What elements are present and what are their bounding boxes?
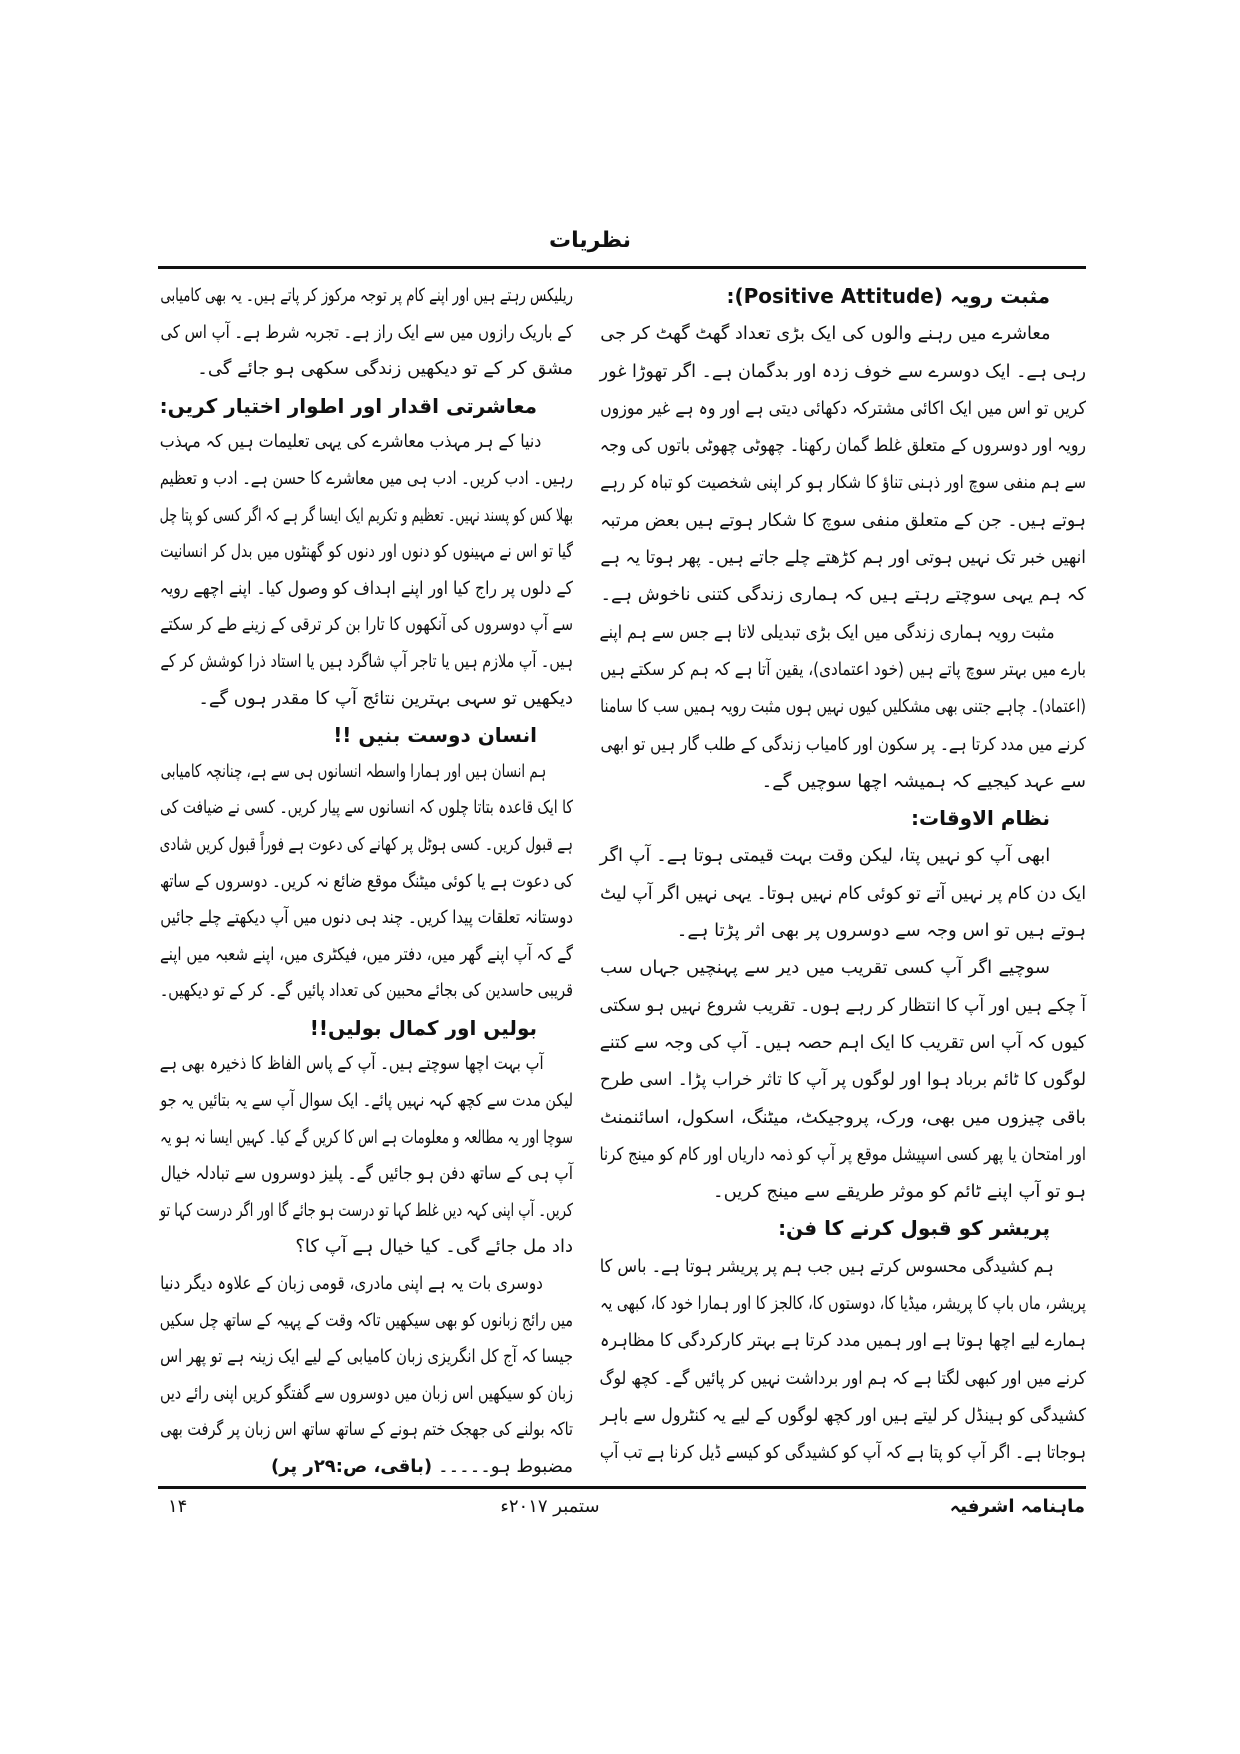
line-text: بولیں اور کمال بولیں!! xyxy=(309,1015,537,1040)
text-line xyxy=(600,576,1086,613)
line-text: رویہ اور دوسروں کے متعلق غلط گمان رکھنا۔ چھوٹی چھوٹی باتوں کی وجہ xyxy=(599,435,1086,457)
text-line xyxy=(599,1136,1086,1173)
line-text: ہے قبول کریں۔ کسی ہوٹل پر کھانے کی دعوت ہے فوراً قبول کریں شادی xyxy=(159,833,573,855)
text-line xyxy=(600,949,1086,986)
text-line xyxy=(599,614,1086,651)
line-text: رہیں۔ ادب کریں۔ ادب ہی میں معاشرے کا حسن ہے۔ ادب و تعظیم xyxy=(159,467,573,489)
line-text: جیسا کہ آج کل انگریزی زبان کامیابی کے لیے ایک زینہ ہے تو پھر اس xyxy=(160,1346,573,1368)
magazine-name: ماہنامہ اشرفیہ xyxy=(949,1496,1085,1517)
text-line xyxy=(159,1376,573,1413)
line-text: کشیدگی کو ہینڈل کر لیتے ہیں اور کچھ لوگوں کے لیے یہ کنٹرول سے باہر xyxy=(600,1404,1086,1426)
line-text: سوچا اور یہ مطالعہ و معلومات ہے اس کا کریں گے کیا۔ کہیں ایسا نہ ہو یہ xyxy=(160,1126,573,1148)
line-text: کے باریک رازوں میں سے ایک راز ہے۔ تجربہ شرط ہے۔ آپ اس کی xyxy=(160,321,573,343)
line-text: ہیں۔ آپ ملازم ہیں یا تاجر آپ شاگرد ہیں یا استاد ذرا کوشش کر کے xyxy=(160,650,573,672)
text-line xyxy=(160,1229,573,1266)
continuation-reference: (باقی، ص:۲۹ر پر) xyxy=(271,1456,433,1477)
line-text: آپ ہی کے ساتھ دفن ہو جائیں گے۔ پلیز دوسروں سے تبادلہ خیال xyxy=(160,1163,573,1185)
text-line xyxy=(159,937,573,974)
text-line xyxy=(599,837,1086,874)
text-line xyxy=(160,607,573,644)
line-text: گیا تو اس نے مہینوں کو دنوں اور دنوں کو گھنٹوں میں بدل کر انسانیت xyxy=(160,541,573,563)
text-line xyxy=(600,1397,1086,1434)
line-text: مشق کر کے تو دیکھیں زندگی سکھی ہو جائے گی۔ xyxy=(197,358,573,380)
line-text: پریشر کو قبول کرنے کا فن: xyxy=(778,1216,1050,1241)
issue-date: ستمبر ۲۰۱۷ء xyxy=(500,1496,600,1517)
text-line xyxy=(599,1434,1086,1471)
text-line xyxy=(600,726,1086,763)
text-line xyxy=(599,1024,1086,1061)
text-line xyxy=(599,1248,1086,1285)
line-text: مثبت رویہ ہماری زندگی میں ایک بڑی تبدیلی لاتا ہے جس سے ہم اپنے xyxy=(599,621,1055,643)
text-line xyxy=(600,390,1086,427)
line-text: کا ایک قاعدہ بتاتا چلوں کہ انسانوں سے پیار کریں۔ کسی نے ضیافت کی xyxy=(160,797,573,819)
line-text: ہم انسان ہیں اور ہمارا واسطہ انسانوں ہی سے ہے، چنانچہ کامیابی xyxy=(160,760,547,782)
text-line xyxy=(159,827,573,864)
line-text: مضبوط ہو۔۔۔۔۔ xyxy=(438,1456,573,1477)
section-heading xyxy=(160,717,573,754)
line-text: دوستانہ تعلقات پیدا کریں۔ چند ہی دنوں میں آپ دیکھتے چلے جائیں xyxy=(160,907,573,929)
text-line xyxy=(159,424,573,461)
text-line xyxy=(600,651,1086,688)
line-text: ابھی آپ کو نہیں پتا، لیکن وقت بہت قیمتی ہوتا ہے۔ آپ اگر xyxy=(599,845,1051,867)
text-line xyxy=(160,278,573,315)
text-line xyxy=(160,1156,573,1193)
line-text: رہی ہے۔ ایک دوسرے سے خوف زدہ اور بدگمان ہے۔ اگر تھوڑا غور xyxy=(599,360,1086,382)
text-line xyxy=(600,688,1086,725)
text-line xyxy=(159,1046,573,1083)
text-line xyxy=(160,790,573,827)
line-text: کے دلوں پر راج کیا اور اپنے اہداف کو وصول کیا۔ اپنے اچھے رویہ xyxy=(159,577,573,599)
text-line xyxy=(159,1193,573,1230)
line-text: نظام الاوقات: xyxy=(910,806,1050,831)
line-text: ہوجاتا ہے۔ اگر آپ کو پتا ہے کہ آپ کو کشیدگی کو کیسے ڈیل کرنا ہے تب آپ xyxy=(599,1442,1086,1464)
text-line xyxy=(599,1061,1086,1098)
section-title: نظریات xyxy=(548,228,631,253)
text-line xyxy=(160,900,573,937)
text-line xyxy=(159,973,573,1010)
section-heading xyxy=(160,388,573,425)
section-heading xyxy=(600,800,1086,837)
line-text: کیوں کہ آپ اس تقریب کا ایک اہم حصہ ہیں۔ آپ کی وجہ سے کتنے xyxy=(599,1031,1086,1053)
text-line xyxy=(160,1339,573,1376)
text-line xyxy=(600,1099,1086,1136)
text-line xyxy=(160,1266,573,1303)
text-line xyxy=(160,754,573,791)
line-text: مثبت رویہ (Positive Attitude): xyxy=(726,284,1050,308)
line-text: ہم کشیدگی محسوس کرتے ہیں جب ہم پر پریشر ہوتا ہے۔ باس کا xyxy=(599,1255,1054,1277)
text-line xyxy=(599,427,1086,464)
text-line xyxy=(599,987,1086,1024)
text-line xyxy=(160,681,573,718)
footer-rule xyxy=(158,1486,1086,1489)
text-line xyxy=(160,351,573,388)
line-text: کہ ہم یہی سوچتے رہتے ہیں کہ ہماری زندگی کتنی ناخوش ہے۔ xyxy=(600,584,1086,606)
line-text: انھیں خبر تک نہیں ہوتی اور ہم کڑھتے چلے جاتے ہیں۔ پھر ہوتا یہ ہے xyxy=(600,547,1086,569)
line-text: ہوتے ہیں۔ جن کے متعلق منفی سوچ کا شکار ہوتے ہیں بعض مرتبہ xyxy=(600,509,1086,531)
line-text: زبان کو سیکھیں اس زبان میں دوسروں سے گفتگو کریں اپنی رائے دیں xyxy=(159,1382,573,1404)
text-line xyxy=(160,1083,573,1120)
line-text: لوگوں کا ٹائم برباد ہوا اور لوگوں پر آپ کا تاثر خراب پڑا۔ اسی طرح xyxy=(599,1069,1086,1091)
text-line xyxy=(159,498,573,535)
line-text: معاشرتی اقدار اور اطوار اختیار کریں: xyxy=(159,393,537,418)
line-text: انسان دوست بنیں !! xyxy=(333,723,537,748)
line-text: سے عہد کیجیے کہ ہمیشہ اچھا سوچیں گے۔ xyxy=(761,770,1086,792)
line-text: کریں۔ آپ اپنی کہہ دیں غلط کہا تو درست ہو جائے گا اور اگر درست کہا تو xyxy=(159,1199,573,1221)
text-line xyxy=(160,1120,573,1157)
line-text: دوسری بات یہ ہے اپنی مادری، قومی زبان کے علاوہ دیگر دنیا xyxy=(160,1273,543,1295)
text-line xyxy=(600,502,1086,539)
page-number: ۱۴ xyxy=(168,1496,188,1517)
text-line xyxy=(600,464,1086,501)
header-rule xyxy=(158,266,1086,269)
text-line xyxy=(160,864,574,901)
line-text: لیکن مدت سے کچھ کہہ نہیں پائے۔ ایک سوال آپ سے یہ بتائیں یہ جو xyxy=(160,1090,573,1112)
text-line xyxy=(600,912,1086,949)
line-text: پریشر، ماں باپ کا پریشر، میڈیا کا، دوستوں کا، کالجز کا اور ہمارا خود کا، کبھی یہ xyxy=(600,1293,1086,1315)
line-text: میں رائج زبانوں کو بھی سیکھیں تاکہ وقت کے پہیہ کے ساتھ چل سکیں xyxy=(159,1309,574,1331)
text-line xyxy=(599,1322,1086,1359)
text-line xyxy=(159,461,573,498)
text-line xyxy=(159,1303,574,1340)
text-line xyxy=(600,763,1086,800)
text-line xyxy=(600,875,1086,912)
line-text: داد مل جائے گی۔ کیا خیال ہے آپ کا؟ xyxy=(295,1236,573,1258)
text-line xyxy=(600,1285,1086,1322)
text-line xyxy=(600,539,1086,576)
line-text: اور امتحان یا پھر کسی اسپیشل موقع پر آپ کو ذمہ داریاں اور کام کو مینج کرنا xyxy=(599,1143,1086,1165)
text-line xyxy=(599,1360,1086,1397)
text-line xyxy=(160,315,573,352)
line-text: سے ہم منفی سوچ اور ذہنی تناؤ کا شکار ہو کر اپنی شخصیت کو تباہ کر رہے xyxy=(600,472,1086,494)
line-text: سے آپ دوسروں کی آنکھوں کا تارا بن کر ترقی کے زینے طے کر سکتے xyxy=(160,614,573,636)
line-text: (اعتماد)۔ چاہے جتنی بھی مشکلیں کیوں نہیں ہوں مثبت رویہ ہمیں سب کا سامنا xyxy=(600,696,1086,718)
line-text: ریلیکس رہتے ہیں اور اپنے کام پر توجہ مرکوز کر پاتے ہیں۔ یہ بھی کامیابی xyxy=(160,285,573,306)
right-column xyxy=(600,278,1086,1472)
section-heading xyxy=(160,1010,573,1047)
line-text: آ چکے ہیں اور آپ کا انتظار کر رہے ہوں۔ تقریب شروع نہیں ہو سکتی xyxy=(599,994,1086,1016)
line-text: ہمارے لیے اچھا ہوتا ہے اور ہمیں مدد کرتا ہے بہتر کارکردگی کا مظاہرہ xyxy=(599,1330,1086,1352)
line-text: کی دعوت ہے یا کوئی میٹنگ موقع ضائع نہ کریں۔ دوسروں کے ساتھ xyxy=(160,870,574,892)
text-line xyxy=(599,353,1086,390)
line-text: آپ بہت اچھا سوچتے ہیں۔ آپ کے پاس الفاظ کا ذخیرہ بھی ہے xyxy=(159,1053,544,1075)
line-text: گے کہ آپ اپنے گھر میں، دفتر میں، فیکٹری میں، اپنے شعبہ میں اپنے xyxy=(159,943,573,965)
text-line xyxy=(160,644,573,681)
text-line xyxy=(160,1412,573,1449)
line-text: معاشرے میں رہنے والوں کی ایک بڑی تعداد گھٹ گھٹ کر جی xyxy=(600,323,1051,345)
section-heading xyxy=(600,1210,1086,1247)
line-text: سوچیے اگر آپ کسی تقریب میں دیر سے پہنچیں جہاں سب xyxy=(600,957,1050,979)
text-line xyxy=(600,1173,1086,1210)
line-text: بارے میں بہتر سوچ پاتے ہیں (خود اعتمادی)، یقین آتا ہے کہ ہم کر سکتے ہیں xyxy=(600,658,1086,680)
line-text: دنیا کے ہر مہذب معاشرے کی یہی تعلیمات ہیں کہ مہذب xyxy=(159,431,542,453)
line-text: باقی چیزوں میں بھی، ورک، پروجیکٹ، میٹنگ، اسکول، اسائنمنٹ xyxy=(600,1106,1086,1128)
line-text: ایک دن کام پر نہیں آتے تو کوئی کام نہیں ہوتا۔ یہی نہیں اگر آپ لیٹ xyxy=(600,882,1086,904)
line-text: کریں تو اس میں ایک اکائی مشترکہ دکھائی دیتی ہے اور وہ ہے غیر موزوں xyxy=(600,397,1086,419)
line-text: قریبی حاسدین کی بجائے محبین کی تعداد پائیں گے۔ کر کے تو دیکھیں۔ xyxy=(159,980,573,1002)
line-text: کرنے میں مدد کرتا ہے۔ پر سکون اور کامیاب زندگی کے طلب گار ہیں تو ابھی xyxy=(600,733,1086,755)
line-text: ہوتے ہیں تو اس وجہ سے دوسروں پر بھی اثر پڑتا ہے۔ xyxy=(676,920,1086,942)
line-text: ہو تو آپ اپنے ٹائم کو موثر طریقے سے مینج کریں۔ xyxy=(713,1181,1086,1203)
left-column xyxy=(160,278,573,1486)
section-heading xyxy=(600,278,1086,315)
text-line xyxy=(159,571,573,608)
text-line xyxy=(600,315,1086,352)
text-line xyxy=(160,534,573,571)
line-text: کرنے میں اور کبھی لگتا ہے کہ ہم اور برداشت نہیں کر پائیں گے۔ کچھ لوگ xyxy=(599,1367,1086,1389)
text-line xyxy=(160,1449,573,1486)
line-text: تاکہ بولنے کی جھجک ختم ہونے کے ساتھ ساتھ اس زبان پر گرفت بھی xyxy=(160,1419,573,1441)
line-text: بھلا کس کو پسند نہیں۔ تعظیم و تکریم ایک ایسا گر ہے کہ اگر کسی کو پتا چل xyxy=(159,504,573,526)
line-text: دیکھیں تو سہی بہترین نتائج آپ کا مقدر ہوں گے۔ xyxy=(198,687,573,709)
